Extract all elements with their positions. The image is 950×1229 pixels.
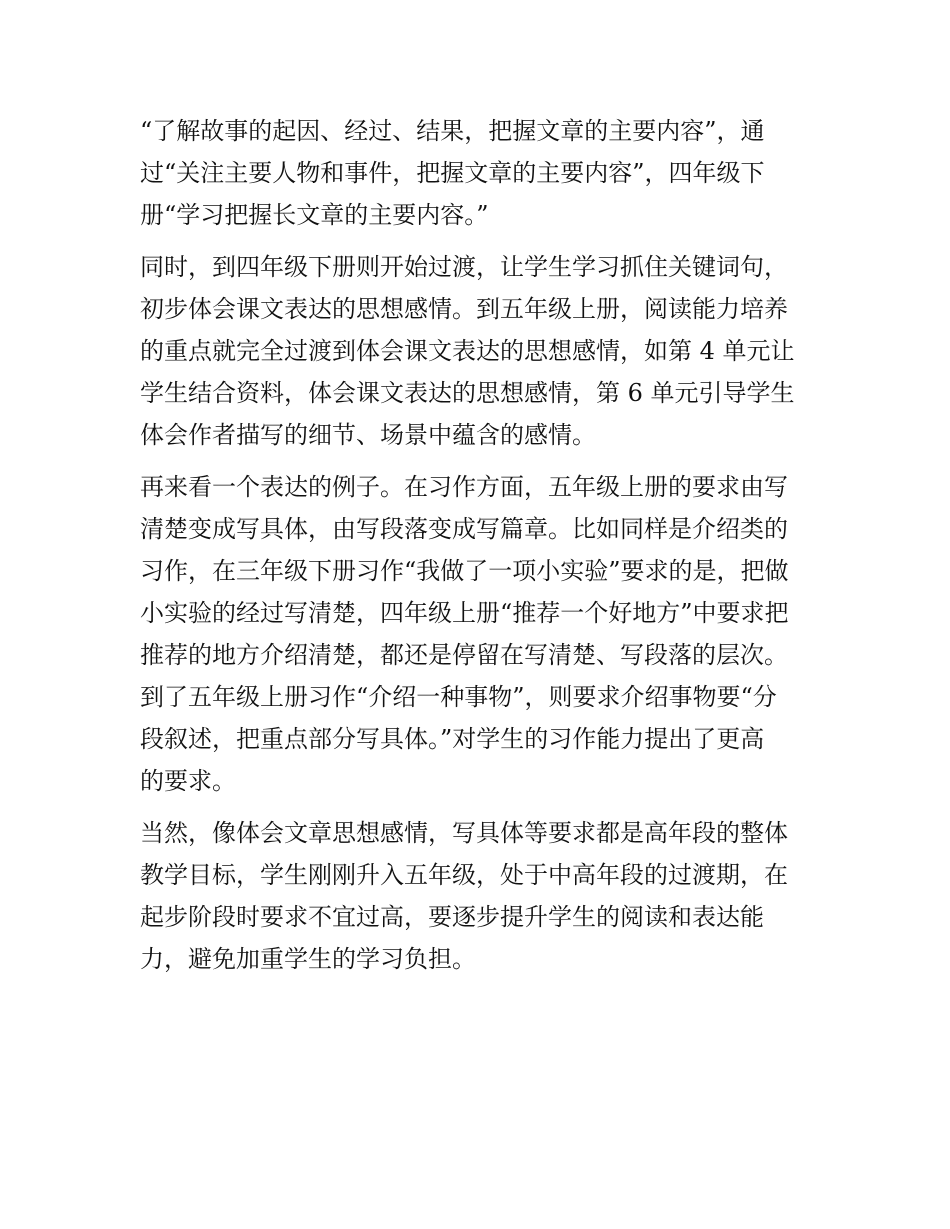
text-line: 同时，到四年级下册则开始过渡，让学生学习抓住关键词句， — [140, 253, 788, 281]
text-line: 到了五年级上册习作“介绍一种事物”，则要求介绍事物要“分 — [140, 683, 777, 711]
paragraph-spacer — [140, 456, 820, 466]
text-line: 小实验的经过写清楚，四年级上册“推荐一个好地方”中要求把 — [140, 599, 789, 627]
paragraph-1 — [140, 110, 820, 236]
text-line: 再来看一个表达的例子。在习作方面，五年级上册的要求由写 — [140, 473, 788, 501]
text-line: “了解故事的起因、经过、结果，把握文章的主要内容”，通 — [140, 117, 765, 145]
text-line: 的要求。 — [140, 767, 236, 795]
paragraph-spacer — [140, 802, 820, 812]
text-line: 起步阶段时要求不宜过高，要逐步提升学生的阅读和表达能 — [140, 903, 764, 931]
text-line: 当然，像体会文章思想感情，写具体等要求都是高年段的整体 — [140, 819, 788, 847]
text-line: 初步体会课文表达的思想感情。到五年级上册，阅读能力培养 — [140, 295, 788, 323]
text-line: 学生结合资料，体会课文表达的思想感情，第 6 单元引导学生 — [140, 379, 795, 407]
text-line: 清楚变成写具体，由写段落变成写篇章。比如同样是介绍类的 — [140, 515, 788, 543]
text-line: 册“学习把握长文章的主要内容。” — [140, 201, 489, 229]
paragraph-3 — [140, 466, 820, 802]
document-body — [140, 110, 820, 980]
paragraph-2 — [140, 246, 820, 456]
text-line: 习作，在三年级下册习作“我做了一项小实验”要求的是，把做 — [140, 557, 789, 585]
text-line: 推荐的地方介绍清楚，都还是停留在写清楚、写段落的层次。 — [140, 641, 788, 669]
text-line: 的重点就完全过渡到体会课文表达的思想感情，如第 4 单元让 — [140, 337, 795, 365]
paragraph-spacer — [140, 236, 820, 246]
text-line: 力，避免加重学生的学习负担。 — [140, 945, 476, 973]
text-line: 过“关注主要人物和事件，把握文章的主要内容”，四年级下 — [140, 159, 765, 187]
paragraph-4 — [140, 812, 820, 980]
text-line: 体会作者描写的细节、场景中蕴含的感情。 — [140, 421, 596, 449]
text-line: 段叙述，把重点部分写具体。”对学生的习作能力提出了更高 — [140, 725, 765, 753]
text-line: 教学目标，学生刚刚升入五年级，处于中高年段的过渡期，在 — [140, 861, 788, 889]
